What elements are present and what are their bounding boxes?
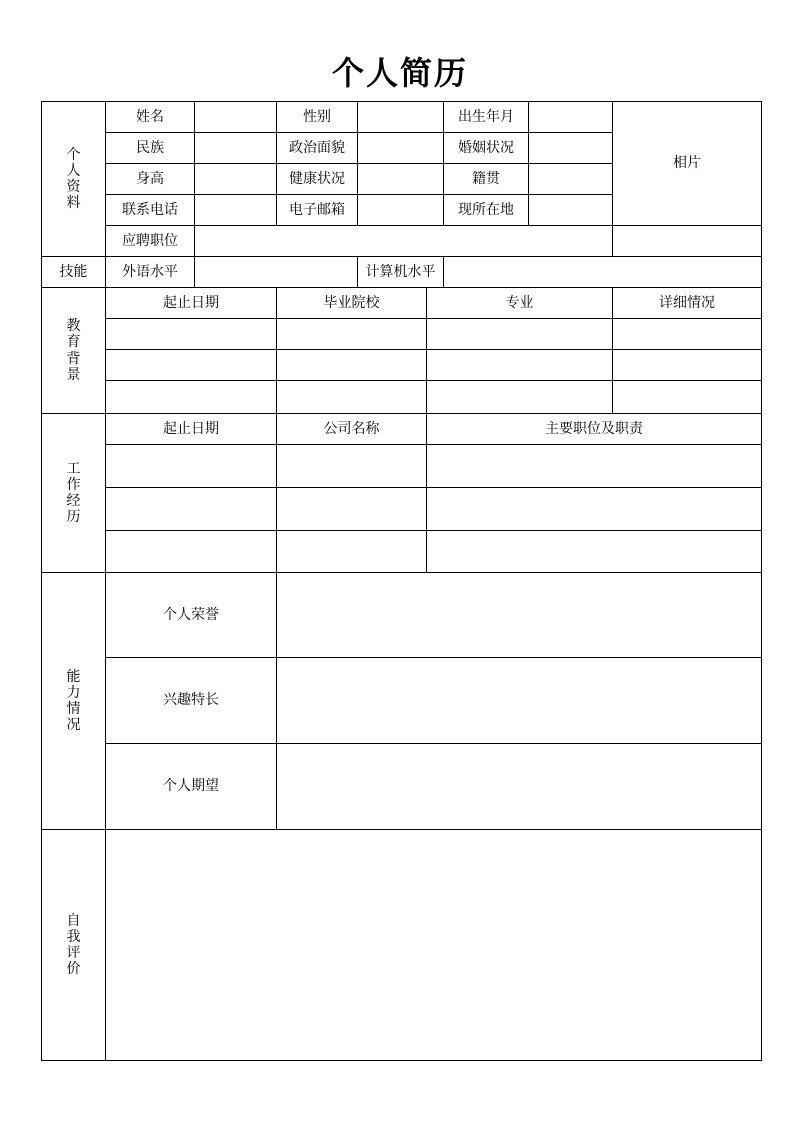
section-personal: 个 人 资 料 xyxy=(42,102,106,257)
field-position[interactable] xyxy=(195,226,613,257)
section-ability: 能 力 情 况 xyxy=(42,573,106,830)
field-name[interactable] xyxy=(195,102,277,133)
table-row xyxy=(42,350,762,381)
edu-cell[interactable] xyxy=(613,350,762,381)
section-skills: 技能 xyxy=(42,257,106,288)
field-location[interactable] xyxy=(529,195,613,226)
edu-cell[interactable] xyxy=(106,350,277,381)
edu-header-details: 详细情况 xyxy=(613,288,762,319)
field-health[interactable] xyxy=(358,164,444,195)
work-cell[interactable] xyxy=(427,488,762,531)
section-education: 教 育 背 景 xyxy=(42,288,106,414)
label-political: 政治面貌 xyxy=(277,133,358,164)
edu-cell[interactable] xyxy=(106,319,277,350)
field-honors[interactable] xyxy=(277,573,762,658)
edu-cell[interactable] xyxy=(427,381,613,414)
work-header-company: 公司名称 xyxy=(277,414,427,445)
label-honors: 个人荣誉 xyxy=(106,573,277,658)
page-title: 个人简历 xyxy=(331,54,468,92)
field-self-eval[interactable] xyxy=(106,830,762,1061)
edu-header-school: 毕业院校 xyxy=(277,288,427,319)
edu-header-dates: 起止日期 xyxy=(106,288,277,319)
label-native-place: 籍贯 xyxy=(444,164,529,195)
label-location: 现所在地 xyxy=(444,195,529,226)
edu-cell[interactable] xyxy=(427,350,613,381)
edu-cell[interactable] xyxy=(277,381,427,414)
label-phone: 联系电话 xyxy=(106,195,195,226)
field-phone[interactable] xyxy=(195,195,277,226)
field-height[interactable] xyxy=(195,164,277,195)
work-header-dates: 起止日期 xyxy=(106,414,277,445)
label-health: 健康状况 xyxy=(277,164,358,195)
field-ethnicity[interactable] xyxy=(195,133,277,164)
resume-table xyxy=(41,101,762,1061)
work-cell[interactable] xyxy=(277,445,427,488)
work-header-duties: 主要职位及职责 xyxy=(427,414,762,445)
label-height: 身高 xyxy=(106,164,195,195)
field-language[interactable] xyxy=(195,257,358,288)
edu-cell[interactable] xyxy=(613,381,762,414)
label-name: 姓名 xyxy=(106,102,195,133)
label-position: 应聘职位 xyxy=(106,226,195,257)
label-gender: 性别 xyxy=(277,102,358,133)
work-cell[interactable] xyxy=(277,531,427,573)
work-cell[interactable] xyxy=(106,531,277,573)
table-row xyxy=(42,319,762,350)
table-row xyxy=(42,488,762,531)
edu-cell[interactable] xyxy=(277,350,427,381)
field-native-place[interactable] xyxy=(529,164,613,195)
edu-cell[interactable] xyxy=(106,381,277,414)
table-row xyxy=(42,531,762,573)
field-email[interactable] xyxy=(358,195,444,226)
work-cell[interactable] xyxy=(427,531,762,573)
label-language: 外语水平 xyxy=(106,257,195,288)
table-row xyxy=(42,381,762,414)
field-marital[interactable] xyxy=(529,133,613,164)
photo-area[interactable]: 相片 xyxy=(613,102,762,226)
label-expectations: 个人期望 xyxy=(106,744,277,830)
label-email: 电子邮箱 xyxy=(277,195,358,226)
field-computer[interactable] xyxy=(444,257,762,288)
label-computer: 计算机水平 xyxy=(358,257,444,288)
label-birth: 出生年月 xyxy=(444,102,529,133)
section-self-eval: 自 我 评 价 xyxy=(42,830,106,1061)
label-ethnicity: 民族 xyxy=(106,133,195,164)
field-expectations[interactable] xyxy=(277,744,762,830)
section-work: 工 作 经 历 xyxy=(42,414,106,573)
work-cell[interactable] xyxy=(427,445,762,488)
work-cell[interactable] xyxy=(106,445,277,488)
edu-header-major: 专业 xyxy=(427,288,613,319)
label-interests: 兴趣特长 xyxy=(106,658,277,744)
field-political[interactable] xyxy=(358,133,444,164)
field-birth[interactable] xyxy=(529,102,613,133)
photo-area-blank xyxy=(613,226,762,257)
work-cell[interactable] xyxy=(277,488,427,531)
edu-cell[interactable] xyxy=(427,319,613,350)
work-cell[interactable] xyxy=(106,488,277,531)
edu-cell[interactable] xyxy=(277,319,427,350)
label-marital: 婚姻状况 xyxy=(444,133,529,164)
field-gender[interactable] xyxy=(358,102,444,133)
table-row xyxy=(42,445,762,488)
edu-cell[interactable] xyxy=(613,319,762,350)
field-interests[interactable] xyxy=(277,658,762,744)
resume-form xyxy=(41,101,761,1062)
